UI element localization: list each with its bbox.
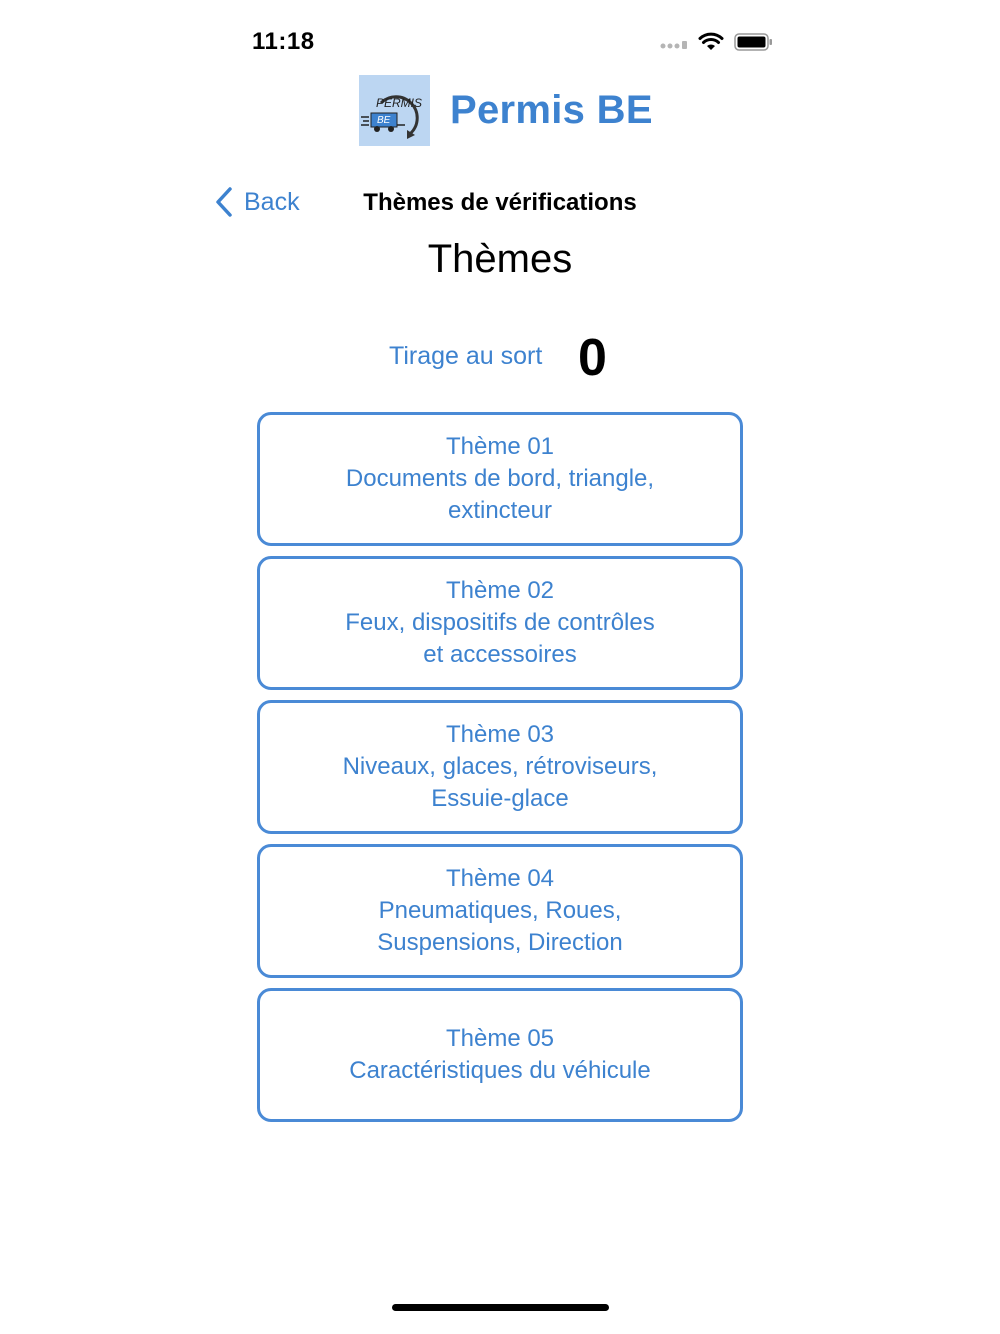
theme-description-line: Essuie-glace (431, 785, 569, 812)
theme-list (257, 412, 743, 1132)
wifi-icon (698, 32, 724, 52)
theme-number: Thème 02 (445, 577, 555, 604)
app-logo (359, 75, 430, 146)
app-header (359, 75, 653, 146)
random-draw-button[interactable]: Tirage au sort (389, 342, 543, 370)
chevron-left-icon (214, 186, 234, 218)
theme-description-line: Suspensions, Direction (377, 929, 623, 956)
theme-number: Thème 01 (445, 433, 555, 460)
theme-01-button[interactable] (257, 412, 743, 546)
theme-description-line: Caractéristiques du véhicule (349, 1057, 651, 1084)
back-button[interactable] (214, 186, 300, 218)
theme-05-button[interactable] (257, 988, 743, 1122)
random-draw-count: 0 (578, 329, 607, 387)
status-time: 11:18 (252, 28, 315, 55)
theme-description-line: Pneumatiques, Roues, (378, 897, 622, 924)
app-title: Permis BE (450, 88, 653, 132)
truck-logo-icon (359, 75, 430, 146)
theme-description-line: Niveaux, glaces, rétroviseurs, (342, 753, 658, 780)
status-icons (660, 32, 774, 52)
battery-icon (734, 32, 774, 52)
theme-03-button[interactable] (257, 700, 743, 834)
theme-number: Thème 04 (445, 865, 555, 892)
theme-number: Thème 05 (445, 1025, 555, 1052)
theme-description-line: extincteur (447, 497, 553, 524)
signal-icon (660, 35, 688, 49)
back-label: Back (244, 187, 300, 216)
theme-04-button[interactable] (257, 844, 743, 978)
theme-02-button[interactable] (257, 556, 743, 690)
nav-title: Thèmes de vérifications (363, 189, 637, 216)
svg-text:BE: BE (377, 115, 391, 126)
theme-description-line: et accessoires (423, 641, 577, 668)
theme-number: Thème 03 (445, 721, 555, 748)
page-heading: Thèmes (427, 237, 573, 281)
home-indicator[interactable] (392, 1304, 609, 1311)
theme-description-line: Feux, dispositifs de contrôles (345, 609, 655, 636)
svg-text:PERMIS: PERMIS (376, 96, 423, 110)
theme-description-line: Documents de bord, triangle, (345, 465, 655, 492)
